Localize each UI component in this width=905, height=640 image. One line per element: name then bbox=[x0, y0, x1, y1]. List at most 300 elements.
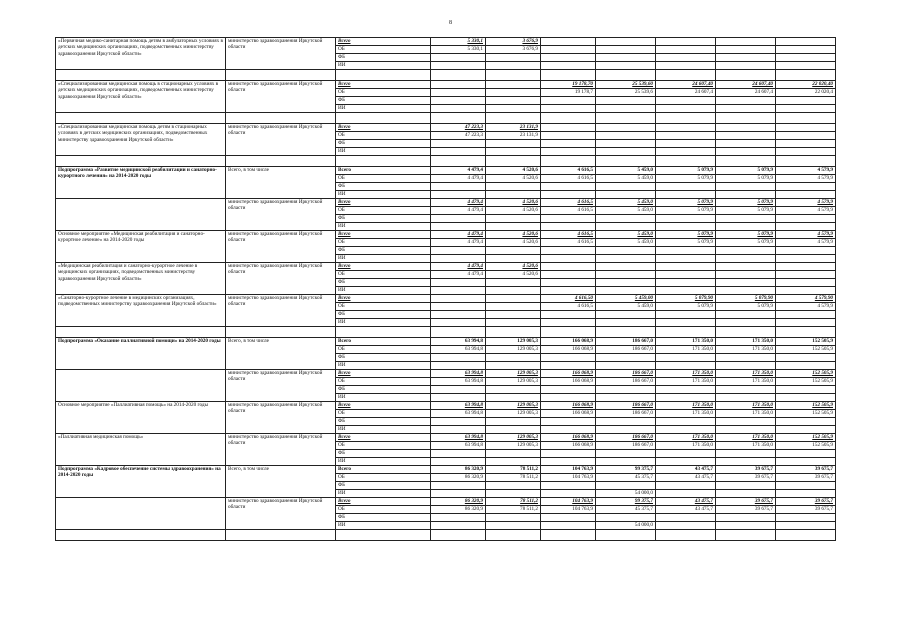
amount-cell: 5 459,00 bbox=[596, 295, 656, 303]
amount-cell bbox=[776, 394, 836, 402]
amount-cell: 5 079,9 bbox=[716, 303, 776, 311]
amount-cell bbox=[431, 426, 486, 434]
amount-cell bbox=[541, 386, 596, 394]
spacer-cell bbox=[596, 113, 656, 124]
table-row bbox=[56, 434, 836, 442]
amount-cell bbox=[596, 62, 656, 70]
amount-cell bbox=[431, 191, 486, 199]
funding-source-cell: ФБ bbox=[336, 247, 431, 255]
amount-cell: 4 579,9 bbox=[776, 175, 836, 183]
spacer-cell bbox=[336, 156, 431, 167]
amount-cell bbox=[431, 418, 486, 426]
spacer-cell bbox=[776, 113, 836, 124]
amount-cell bbox=[596, 215, 656, 223]
amount-cell bbox=[776, 482, 836, 490]
spacer-cell bbox=[541, 327, 596, 338]
amount-cell: 129 005,3 bbox=[486, 338, 541, 346]
amount-cell bbox=[596, 191, 656, 199]
amount-cell: 171 350,0 bbox=[656, 442, 716, 450]
amount-cell: 186 667,0 bbox=[596, 410, 656, 418]
amount-cell bbox=[486, 81, 541, 89]
amount-cell: 5 079,9 bbox=[656, 303, 716, 311]
amount-cell: 166 068,9 bbox=[541, 346, 596, 354]
funding-source-cell: ОБ bbox=[336, 474, 431, 482]
amount-cell: 4 579,9 bbox=[776, 239, 836, 247]
program-name-cell: «Медицинская реабилитация и санаторно-курортное лечение в медицинских организациях, подведомственных министерству здравоохранения Иркутской области» bbox=[56, 263, 226, 295]
amount-cell: 5 079,9 bbox=[716, 207, 776, 215]
amount-cell: 39 675,7 bbox=[716, 466, 776, 474]
amount-cell bbox=[486, 89, 541, 97]
amount-cell bbox=[716, 223, 776, 231]
amount-cell bbox=[596, 46, 656, 54]
amount-cell bbox=[541, 140, 596, 148]
funding-source-cell: ИИ bbox=[336, 394, 431, 402]
executor-cell: министерство здравоохранения Иркутской области bbox=[226, 231, 336, 263]
amount-cell bbox=[486, 386, 541, 394]
amount-cell bbox=[656, 97, 716, 105]
funding-source-cell: ИИ bbox=[336, 148, 431, 156]
amount-cell bbox=[541, 46, 596, 54]
funding-source-cell: Всего bbox=[336, 199, 431, 207]
amount-cell: 63 994,8 bbox=[431, 442, 486, 450]
executor-cell: министерство здравоохранения Иркутской области bbox=[226, 263, 336, 295]
amount-cell bbox=[656, 450, 716, 458]
amount-cell: 186 667,0 bbox=[596, 338, 656, 346]
funding-source-cell: ИИ bbox=[336, 458, 431, 466]
amount-cell: 4 520,6 bbox=[486, 239, 541, 247]
amount-cell: 152 505,9 bbox=[776, 442, 836, 450]
amount-cell bbox=[596, 263, 656, 271]
spacer-cell bbox=[56, 113, 226, 124]
amount-cell: 4 579,9 bbox=[776, 231, 836, 239]
amount-cell: 4 616,5 bbox=[541, 303, 596, 311]
amount-cell: 5 079,90 bbox=[656, 295, 716, 303]
amount-cell bbox=[776, 514, 836, 522]
amount-cell bbox=[486, 450, 541, 458]
amount-cell: 5 459,0 bbox=[596, 175, 656, 183]
program-name-cell: «Паллиативная медицинская помощь» bbox=[56, 434, 226, 466]
amount-cell bbox=[541, 458, 596, 466]
amount-cell bbox=[656, 191, 716, 199]
program-name-cell bbox=[56, 370, 226, 402]
amount-cell bbox=[656, 263, 716, 271]
spacer-cell bbox=[226, 530, 336, 541]
amount-cell bbox=[486, 287, 541, 295]
spacer-cell bbox=[596, 530, 656, 541]
amount-cell: 171 350,0 bbox=[656, 370, 716, 378]
amount-cell: 152 505,9 bbox=[776, 434, 836, 442]
amount-cell bbox=[541, 418, 596, 426]
funding-source-cell: ОБ bbox=[336, 132, 431, 140]
amount-cell bbox=[656, 124, 716, 132]
amount-cell bbox=[656, 279, 716, 287]
spacer-cell bbox=[541, 113, 596, 124]
amount-cell: 22 020,4 bbox=[776, 89, 836, 97]
amount-cell bbox=[541, 263, 596, 271]
funding-source-cell: ОБ bbox=[336, 410, 431, 418]
amount-cell: 5 330,1 bbox=[431, 38, 486, 46]
amount-cell: 22 020,40 bbox=[776, 81, 836, 89]
amount-cell: 45 375,7 bbox=[596, 474, 656, 482]
amount-cell bbox=[656, 490, 716, 498]
budget-table-body bbox=[56, 38, 836, 541]
amount-cell: 152 505,9 bbox=[776, 410, 836, 418]
amount-cell: 129 005,3 bbox=[486, 346, 541, 354]
amount-cell bbox=[716, 97, 776, 105]
spacer-cell bbox=[541, 530, 596, 541]
amount-cell bbox=[596, 183, 656, 191]
spacer-cell bbox=[56, 156, 226, 167]
amount-cell bbox=[431, 394, 486, 402]
amount-cell bbox=[716, 263, 776, 271]
amount-cell bbox=[541, 279, 596, 287]
spacer-cell bbox=[56, 530, 226, 541]
spacer-cell bbox=[596, 70, 656, 81]
amount-cell bbox=[716, 124, 776, 132]
amount-cell bbox=[656, 394, 716, 402]
amount-cell bbox=[776, 271, 836, 279]
amount-cell: 39 675,7 bbox=[776, 474, 836, 482]
amount-cell bbox=[776, 386, 836, 394]
amount-cell bbox=[776, 458, 836, 466]
amount-cell: 47 223,3 bbox=[431, 132, 486, 140]
amount-cell bbox=[431, 514, 486, 522]
amount-cell bbox=[716, 362, 776, 370]
amount-cell: 166 068,9 bbox=[541, 378, 596, 386]
funding-source-cell: ОБ bbox=[336, 378, 431, 386]
amount-cell: 166 068,9 bbox=[541, 442, 596, 450]
amount-cell: 24 607,40 bbox=[716, 81, 776, 89]
spacer-cell bbox=[656, 113, 716, 124]
amount-cell bbox=[776, 362, 836, 370]
spacer-cell bbox=[656, 327, 716, 338]
amount-cell: 5 079,9 bbox=[716, 239, 776, 247]
table-row bbox=[56, 370, 836, 378]
spacer-row bbox=[56, 530, 836, 541]
amount-cell: 25 539,6 bbox=[596, 89, 656, 97]
amount-cell: 5 459,0 bbox=[596, 231, 656, 239]
amount-cell bbox=[541, 132, 596, 140]
funding-source-cell: Всего bbox=[336, 295, 431, 303]
amount-cell: 4 520,6 bbox=[486, 207, 541, 215]
amount-cell: 186 667,0 bbox=[596, 378, 656, 386]
amount-cell bbox=[656, 54, 716, 62]
spacer-cell bbox=[56, 327, 226, 338]
amount-cell: 39 675,7 bbox=[776, 466, 836, 474]
amount-cell: 99 375,7 bbox=[596, 498, 656, 506]
amount-cell: 171 350,0 bbox=[716, 434, 776, 442]
amount-cell bbox=[776, 62, 836, 70]
amount-cell bbox=[776, 97, 836, 105]
amount-cell: 5 079,9 bbox=[716, 231, 776, 239]
amount-cell: 4 520,6 bbox=[486, 167, 541, 175]
funding-source-cell: ИИ bbox=[336, 287, 431, 295]
spacer-cell bbox=[431, 327, 486, 338]
executor-cell: министерство здравоохранения Иркутской области bbox=[226, 370, 336, 402]
amount-cell bbox=[541, 183, 596, 191]
amount-cell bbox=[716, 386, 776, 394]
amount-cell bbox=[431, 247, 486, 255]
amount-cell bbox=[716, 418, 776, 426]
funding-source-cell: ОБ bbox=[336, 175, 431, 183]
amount-cell: 19 178,7 bbox=[541, 89, 596, 97]
page-number: 8 bbox=[449, 20, 452, 26]
table-row bbox=[56, 124, 836, 132]
program-name-cell: «Специализированная медицинская помощь детям в стационарных условиях в детских медицинских организациях, подведомственных министерству здравоохранения Иркутской области» bbox=[56, 124, 226, 156]
spacer-cell bbox=[336, 530, 431, 541]
amount-cell: 129 005,3 bbox=[486, 410, 541, 418]
amount-cell: 104 763,9 bbox=[541, 498, 596, 506]
amount-cell: 4 616,5 bbox=[541, 175, 596, 183]
amount-cell bbox=[716, 255, 776, 263]
funding-source-cell: Всего bbox=[336, 231, 431, 239]
spacer-row bbox=[56, 70, 836, 81]
amount-cell bbox=[431, 81, 486, 89]
amount-cell bbox=[716, 450, 776, 458]
amount-cell: 4 479,4 bbox=[431, 239, 486, 247]
amount-cell bbox=[716, 490, 776, 498]
amount-cell bbox=[716, 38, 776, 46]
funding-source-cell: ОБ bbox=[336, 89, 431, 97]
amount-cell bbox=[486, 354, 541, 362]
amount-cell: 5 459,0 bbox=[596, 167, 656, 175]
amount-cell: 24 607,4 bbox=[716, 89, 776, 97]
spacer-cell bbox=[776, 70, 836, 81]
funding-source-cell: ОБ bbox=[336, 239, 431, 247]
amount-cell: 63 994,8 bbox=[431, 378, 486, 386]
amount-cell bbox=[541, 215, 596, 223]
amount-cell bbox=[716, 215, 776, 223]
executor-cell: министерство здравоохранения Иркутской области bbox=[226, 498, 336, 530]
amount-cell bbox=[656, 514, 716, 522]
amount-cell bbox=[656, 62, 716, 70]
amount-cell: 43 475,7 bbox=[656, 474, 716, 482]
amount-cell bbox=[596, 418, 656, 426]
amount-cell bbox=[656, 247, 716, 255]
amount-cell: 4 479,4 bbox=[431, 271, 486, 279]
spacer-row bbox=[56, 156, 836, 167]
amount-cell: 4 520,6 bbox=[486, 263, 541, 271]
amount-cell bbox=[431, 311, 486, 319]
amount-cell: 186 667,0 bbox=[596, 346, 656, 354]
amount-cell: 171 350,0 bbox=[656, 402, 716, 410]
spacer-cell bbox=[431, 156, 486, 167]
amount-cell: 171 350,0 bbox=[716, 442, 776, 450]
amount-cell: 104 763,9 bbox=[541, 474, 596, 482]
amount-cell bbox=[486, 418, 541, 426]
amount-cell bbox=[656, 354, 716, 362]
spacer-cell bbox=[776, 156, 836, 167]
amount-cell bbox=[596, 426, 656, 434]
amount-cell bbox=[596, 271, 656, 279]
amount-cell bbox=[596, 54, 656, 62]
funding-source-cell: ИИ bbox=[336, 362, 431, 370]
amount-cell bbox=[431, 62, 486, 70]
amount-cell: 25 539,60 bbox=[596, 81, 656, 89]
amount-cell: 4 479,4 bbox=[431, 263, 486, 271]
amount-cell: 5 079,9 bbox=[656, 231, 716, 239]
executor-cell: министерство здравоохранения Иркутской области bbox=[226, 81, 336, 113]
amount-cell: 166 068,9 bbox=[541, 370, 596, 378]
funding-source-cell: Всего bbox=[336, 263, 431, 271]
amount-cell bbox=[776, 319, 836, 327]
amount-cell: 5 079,90 bbox=[716, 295, 776, 303]
amount-cell: 5 330,1 bbox=[431, 46, 486, 54]
funding-source-cell: Всего bbox=[336, 498, 431, 506]
amount-cell: 186 667,0 bbox=[596, 402, 656, 410]
funding-source-cell: ИИ bbox=[336, 426, 431, 434]
amount-cell: 39 675,7 bbox=[716, 498, 776, 506]
table-row bbox=[56, 402, 836, 410]
amount-cell: 171 350,0 bbox=[656, 434, 716, 442]
amount-cell bbox=[716, 46, 776, 54]
amount-cell bbox=[656, 271, 716, 279]
spacer-cell bbox=[656, 530, 716, 541]
amount-cell bbox=[716, 482, 776, 490]
amount-cell bbox=[716, 458, 776, 466]
program-name-cell: Основное мероприятие «Паллиативная помощь» на 2014-2020 годы bbox=[56, 402, 226, 434]
amount-cell bbox=[716, 148, 776, 156]
amount-cell: 4 579,9 bbox=[776, 207, 836, 215]
amount-cell bbox=[431, 386, 486, 394]
amount-cell bbox=[656, 38, 716, 46]
amount-cell bbox=[541, 490, 596, 498]
amount-cell: 152 505,9 bbox=[776, 378, 836, 386]
amount-cell: 186 667,0 bbox=[596, 442, 656, 450]
spacer-cell bbox=[486, 156, 541, 167]
amount-cell bbox=[431, 362, 486, 370]
spacer-cell bbox=[656, 70, 716, 81]
amount-cell: 63 994,8 bbox=[431, 338, 486, 346]
executor-cell: Всего, в том числе bbox=[226, 167, 336, 199]
amount-cell bbox=[776, 263, 836, 271]
amount-cell: 3 676,9 bbox=[486, 38, 541, 46]
amount-cell: 4 616,50 bbox=[541, 295, 596, 303]
amount-cell bbox=[776, 247, 836, 255]
amount-cell bbox=[656, 522, 716, 530]
spacer-cell bbox=[596, 156, 656, 167]
amount-cell bbox=[776, 311, 836, 319]
amount-cell bbox=[431, 522, 486, 530]
amount-cell bbox=[596, 458, 656, 466]
amount-cell bbox=[431, 458, 486, 466]
amount-cell bbox=[716, 426, 776, 434]
amount-cell bbox=[486, 54, 541, 62]
amount-cell bbox=[596, 148, 656, 156]
funding-source-cell: ИИ bbox=[336, 105, 431, 113]
budget-table bbox=[55, 37, 836, 541]
amount-cell bbox=[431, 482, 486, 490]
amount-cell: 166 068,9 bbox=[541, 402, 596, 410]
amount-cell: 63 994,8 bbox=[431, 434, 486, 442]
amount-cell bbox=[486, 140, 541, 148]
funding-source-cell: ФБ bbox=[336, 354, 431, 362]
amount-cell bbox=[541, 522, 596, 530]
amount-cell bbox=[716, 62, 776, 70]
amount-cell: 4 520,6 bbox=[486, 199, 541, 207]
amount-cell bbox=[656, 132, 716, 140]
amount-cell bbox=[776, 287, 836, 295]
amount-cell bbox=[541, 62, 596, 70]
amount-cell: 4 579,9 bbox=[776, 199, 836, 207]
amount-cell: 5 079,9 bbox=[656, 199, 716, 207]
amount-cell bbox=[716, 247, 776, 255]
amount-cell bbox=[656, 140, 716, 148]
table-row bbox=[56, 263, 836, 271]
amount-cell: 4 479,4 bbox=[431, 207, 486, 215]
amount-cell bbox=[596, 482, 656, 490]
funding-source-cell: Всего bbox=[336, 370, 431, 378]
amount-cell: 39 675,7 bbox=[716, 506, 776, 514]
amount-cell bbox=[776, 105, 836, 113]
amount-cell bbox=[431, 223, 486, 231]
executor-cell: министерство здравоохранения Иркутской области bbox=[226, 434, 336, 466]
amount-cell: 104 763,9 bbox=[541, 466, 596, 474]
amount-cell bbox=[431, 105, 486, 113]
funding-source-cell: ФБ bbox=[336, 482, 431, 490]
amount-cell bbox=[486, 62, 541, 70]
amount-cell bbox=[656, 105, 716, 113]
amount-cell: 4 520,6 bbox=[486, 271, 541, 279]
amount-cell: 171 350,0 bbox=[716, 378, 776, 386]
amount-cell: 152 505,9 bbox=[776, 370, 836, 378]
amount-cell: 166 068,9 bbox=[541, 338, 596, 346]
amount-cell bbox=[431, 279, 486, 287]
amount-cell bbox=[656, 319, 716, 327]
amount-cell bbox=[486, 490, 541, 498]
amount-cell bbox=[486, 191, 541, 199]
amount-cell bbox=[656, 287, 716, 295]
amount-cell: 5 459,0 bbox=[596, 207, 656, 215]
amount-cell bbox=[541, 38, 596, 46]
amount-cell: 4 479,4 bbox=[431, 175, 486, 183]
funding-source-cell: ФБ bbox=[336, 183, 431, 191]
spacer-cell bbox=[336, 327, 431, 338]
amount-cell bbox=[431, 89, 486, 97]
amount-cell bbox=[776, 354, 836, 362]
amount-cell: 5 079,9 bbox=[656, 167, 716, 175]
amount-cell bbox=[596, 223, 656, 231]
amount-cell bbox=[596, 362, 656, 370]
spacer-cell bbox=[596, 327, 656, 338]
amount-cell bbox=[541, 191, 596, 199]
amount-cell: 4 616,5 bbox=[541, 207, 596, 215]
spacer-cell bbox=[541, 156, 596, 167]
amount-cell bbox=[486, 223, 541, 231]
funding-source-cell: ОБ bbox=[336, 207, 431, 215]
funding-source-cell: Всего bbox=[336, 124, 431, 132]
funding-source-cell: ФБ bbox=[336, 386, 431, 394]
funding-source-cell: ОБ bbox=[336, 506, 431, 514]
amount-cell bbox=[716, 271, 776, 279]
amount-cell bbox=[541, 311, 596, 319]
amount-cell: 5 459,0 bbox=[596, 239, 656, 247]
amount-cell: 5 079,9 bbox=[716, 199, 776, 207]
spacer-cell bbox=[541, 70, 596, 81]
amount-cell: 171 350,0 bbox=[656, 346, 716, 354]
amount-cell bbox=[596, 287, 656, 295]
amount-cell bbox=[486, 255, 541, 263]
amount-cell: 4 616,5 bbox=[541, 239, 596, 247]
amount-cell: 186 667,0 bbox=[596, 434, 656, 442]
amount-cell bbox=[596, 279, 656, 287]
amount-cell: 129 005,3 bbox=[486, 402, 541, 410]
program-name-cell: Подпрограмма «Развитие медицинской реабилитации и санаторно-курортного лечения» на 2014-2020 годы bbox=[56, 167, 226, 199]
spacer-cell bbox=[431, 70, 486, 81]
amount-cell: 4 479,4 bbox=[431, 231, 486, 239]
spacer-cell bbox=[226, 156, 336, 167]
amount-cell bbox=[656, 482, 716, 490]
